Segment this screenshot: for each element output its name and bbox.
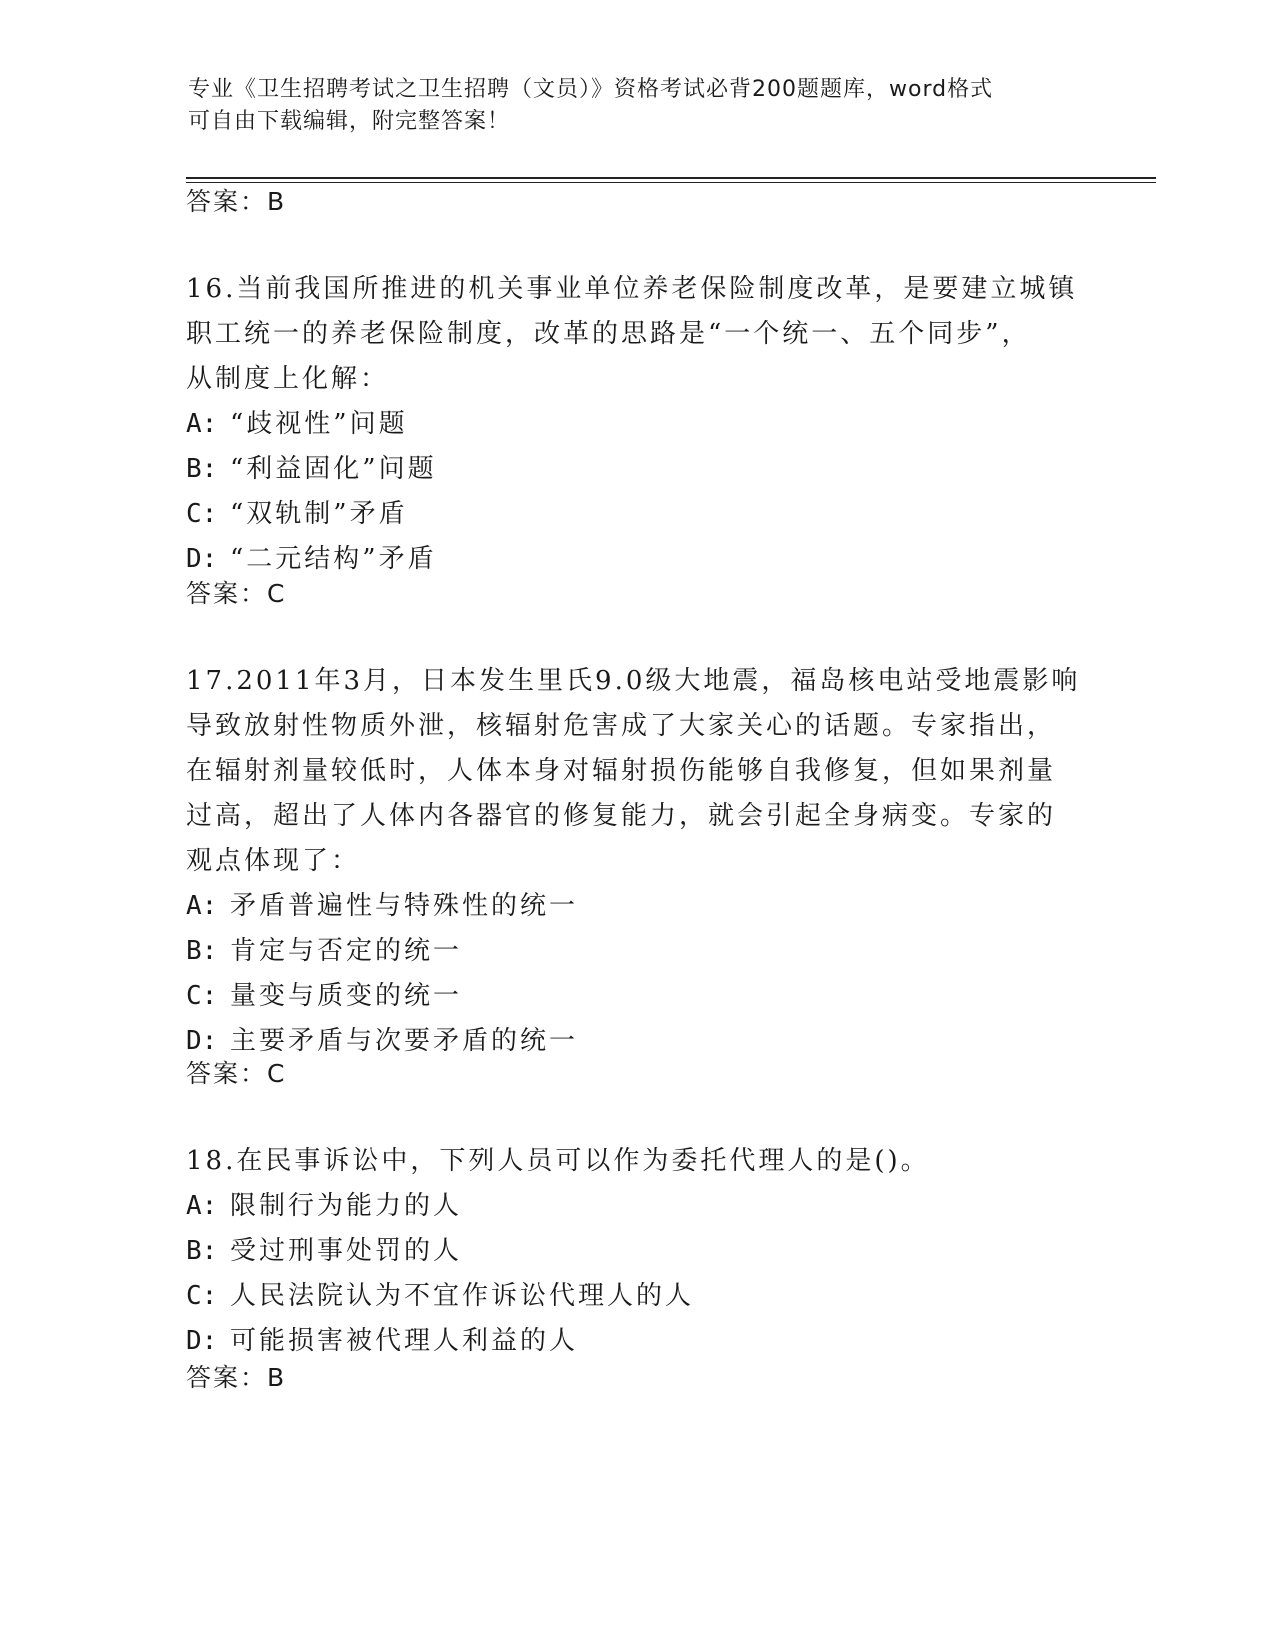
option-d (186, 1019, 1086, 1064)
question-stem (186, 1139, 1086, 1184)
option-d (186, 1319, 1086, 1364)
question-stem (186, 659, 1086, 884)
option-letter: D: (186, 544, 218, 574)
option-letter: C: (186, 981, 218, 1011)
option-letter: A: (186, 891, 218, 921)
option-text: 可能损害被代理人利益的人 (230, 1326, 579, 1356)
option-a (186, 884, 1086, 929)
option-a (186, 1184, 1086, 1229)
option-c (186, 492, 1086, 537)
option-letter: B: (186, 454, 218, 484)
stem-line: 过高，超出了人体内各器官的修复能力，就会引起全身病变。专家的 (186, 801, 1057, 831)
option-b (186, 929, 1086, 974)
option-b (186, 447, 1086, 492)
answer-q15: 答案：B (186, 187, 287, 216)
option-letter: C: (186, 1281, 218, 1311)
option-text: 肯定与否定的统一 (230, 936, 463, 966)
header-divider-thick (186, 177, 1156, 179)
answer-q16: 答案：C (186, 579, 287, 608)
stem-line: 从制度上化解： (186, 364, 390, 394)
option-letter: D: (186, 1026, 218, 1056)
option-letter: C: (186, 499, 218, 529)
option-letter: A: (186, 1191, 218, 1221)
header-line-1: 专业《卫生招聘考试之卫生招聘（文员）》资格考试必背200题题库，word格式 (188, 77, 994, 102)
option-text: 限制行为能力的人 (230, 1191, 463, 1221)
option-a (186, 402, 1086, 447)
option-b (186, 1229, 1086, 1274)
option-text: 受过刑事处罚的人 (230, 1236, 463, 1266)
option-c (186, 1274, 1086, 1319)
stem-line: 18.在民事诉讼中，下列人员可以作为委托代理人的是()。 (186, 1146, 930, 1176)
question-17 (186, 659, 1086, 1064)
option-text: 人民法院认为不宜作诉讼代理人的人 (230, 1281, 695, 1311)
answer-q18: 答案：B (186, 1363, 287, 1392)
option-text: “二元结构”矛盾 (230, 544, 437, 574)
option-letter: A: (186, 409, 218, 439)
question-18 (186, 1139, 1086, 1364)
option-text: 矛盾普遍性与特殊性的统一 (230, 891, 579, 921)
document-header (188, 74, 1088, 138)
option-text: “歧视性”问题 (230, 409, 408, 439)
stem-line: 职工统一的养老保险制度，改革的思路是“一个统一、五个同步”， (186, 319, 1031, 349)
option-letter: B: (186, 936, 218, 966)
option-text: “双轨制”矛盾 (230, 499, 408, 529)
question-stem (186, 267, 1086, 402)
option-letter: D: (186, 1326, 218, 1356)
stem-line: 16.当前我国所推进的机关事业单位养老保险制度改革，是要建立城镇 (186, 274, 1078, 304)
question-16 (186, 267, 1086, 582)
stem-line: 导致放射性物质外泄，核辐射危害成了大家关心的话题。专家指出， (186, 711, 1057, 741)
header-line-2: 可自由下载编辑，附完整答案！ (188, 109, 511, 134)
stem-line: 观点体现了： (186, 846, 361, 876)
option-letter: B: (186, 1236, 218, 1266)
option-text: 主要矛盾与次要矛盾的统一 (230, 1026, 579, 1056)
option-c (186, 974, 1086, 1019)
stem-line: 17.2011年3月，日本发生里氏9.0级大地震，福岛核电站受地震影响 (186, 666, 1081, 696)
stem-line: 在辐射剂量较低时，人体本身对辐射损伤能够自我修复，但如果剂量 (186, 756, 1057, 786)
option-text: “利益固化”问题 (230, 454, 437, 484)
option-d (186, 537, 1086, 582)
answer-q17: 答案：C (186, 1059, 287, 1088)
option-text: 量变与质变的统一 (230, 981, 463, 1011)
header-divider-thin (186, 182, 1156, 183)
